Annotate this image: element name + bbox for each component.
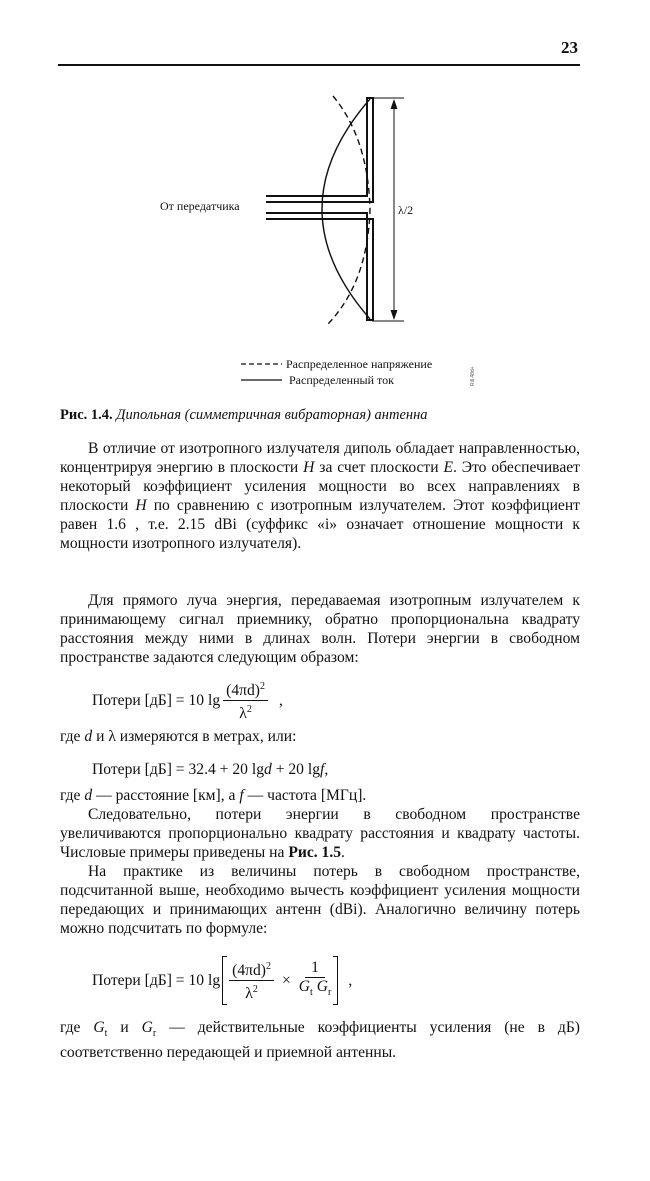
legend-voltage: Распределенное напряжение [286,357,433,371]
feed-label: От передатчика [160,199,240,213]
legend-current: Распределенный ток [289,373,394,387]
caption-label: Рис. 1.4. [60,407,113,423]
figure-caption [60,407,580,424]
dipole-upper-arm [266,98,373,202]
formula-2: Потери [дБ] = 32.4 + 20 lgd + 20 lgf, [92,761,329,778]
paragraph-5: Следовательно, потери энергии в свободном пространстве увеличиваются пропорционально квадрату расстояния и квадрату частоты. Числовые примеры приведены на Рис. 1.5. [60,806,580,861]
current-curve [322,99,370,319]
paragraph-3: где d и λ измеряются в метрах, или: [60,728,297,745]
dipole-figure [0,0,650,400]
page-number: 23 [561,38,578,57]
voltage-curve [328,96,370,324]
paragraph-6: На практике из величины потерь в свободном пространстве, подсчитанной выше, необходимо вычесть коэффициент усиления мощности передающих и принимающих антенн (dBi). Аналогично величину потерь можно подсчитать по формуле: [60,863,580,937]
paragraph-4: где d — расстояние [км], а f — частота [МГц]. [60,787,367,804]
paragraph-7: где $G_t$ и $G_r$ — действительные коэффициенты усиления (не в дБ) соответственно передающей и приемной антенны. [60,1019,580,1062]
arrow-bottom [391,310,398,320]
caption-title: Дипольная (симметричная вибраторная) антенна [116,407,428,423]
figure-code: Rill.48d+ [470,366,476,386]
arrow-top [391,99,398,109]
length-label: λ/2 [398,203,414,217]
paragraph-1: В отличие от изотропного излучателя диполь обладает направленностью, концентрируя энергию в плоскости H за счет плоскости E. Это обеспечивает некоторый коэффициент усиления мощности во всех направлениях в плоскости H по сравнению с изотропным излучателем. Этот коэффициент равен 1.6 , т.е. 2.15 dBi (суффикс «i» означает отношение мощности к мощности изотропного излучателя). [60,440,580,552]
formula-1: Потери [дБ] = 10 lg $(4\pi d)^2$ $\lambda^2$ , [92,678,283,723]
formula-3: Потери [дБ] = 10 lg $\frac{(4\pi d)^2}{\lambda^2}$ × $\frac{1}{G_t G_r}$ , [92,956,352,1005]
paragraph-2: Для прямого луча энергия, передаваемая изотропным излучателем к принимающему сигнал приемнику, обратно пропорциональна квадрату расстояния между ними в длинах волн. Потери энергии в свободном пространстве задаются следующим образом: [60,592,580,666]
